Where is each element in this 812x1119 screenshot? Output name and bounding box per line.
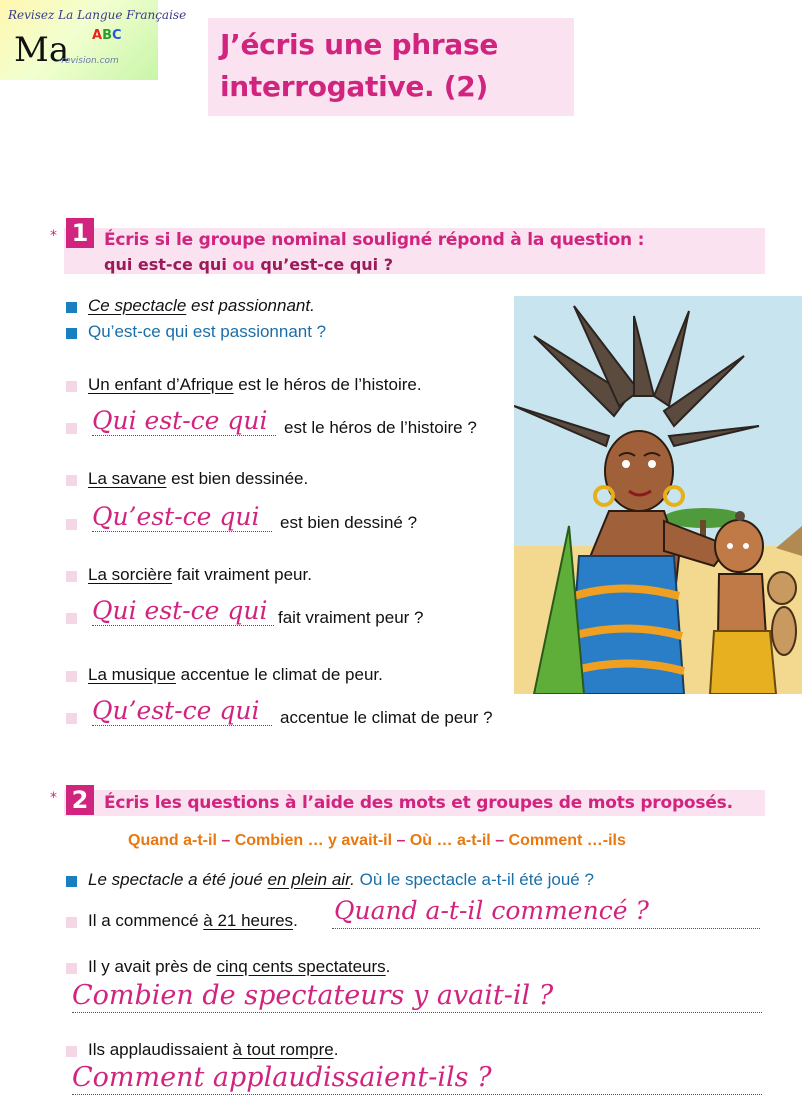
exercise2-answer-field-1[interactable]: Quand a-t-il commencé ? — [334, 896, 649, 925]
exercise1-question-1: est le héros de l’histoire ? — [284, 418, 477, 437]
exercise2-number: 2 — [66, 785, 94, 815]
exercise1-instruction: Écris si le groupe nominal souligné répond à la question : — [104, 230, 645, 250]
bullet-icon — [66, 713, 77, 724]
exercise2-answer-field-3[interactable]: Comment applaudissaient-ils ? — [72, 1062, 492, 1093]
difficulty-star-icon: * — [50, 790, 57, 806]
bullet-icon — [66, 423, 77, 434]
answer-field-1[interactable]: Qui est-ce qui — [92, 406, 276, 436]
exercise1-instruction-questions: qui est-ce qui ou qu’est-ce qui ? — [104, 255, 394, 274]
example-answer: Qu’est-ce qui est passionnant ? — [88, 322, 327, 341]
exercise1-question-2: est bien dessiné ? — [280, 513, 418, 532]
example-sentence: Ce spectacle est passionnant. — [88, 296, 315, 315]
exercise1-question-3: fait vraiment peur ? — [278, 608, 424, 627]
bullet-icon — [66, 917, 77, 928]
answer-line — [332, 928, 760, 929]
exercise1-question-4: accentue le climat de peur ? — [280, 708, 493, 727]
difficulty-star-icon: * — [50, 228, 57, 244]
exercise2-example-sentence: Le spectacle a été joué en plein air. Où le spectacle a-t-il été joué ? — [88, 870, 594, 889]
exercise2-sentence-2: Il y avait près de cinq cents spectateurs. — [88, 957, 391, 976]
exercise1-number: 1 — [66, 218, 94, 248]
exercise1-sentence-2: La savane est bien dessinée. — [88, 469, 309, 488]
bullet-icon — [66, 613, 77, 624]
answer-field-3[interactable]: Qui est-ce qui — [92, 596, 274, 626]
page-title-box — [208, 18, 574, 116]
answer-field-2[interactable]: Qu’est-ce qui — [92, 502, 272, 532]
exercise2-instruction: Écris les questions à l’aide des mots et groupes de mots proposés. — [104, 793, 733, 813]
sorceress-and-child-illustration — [514, 296, 802, 694]
bullet-icon — [66, 475, 77, 486]
bullet-icon — [66, 328, 77, 339]
proposed-words: Quand a-t-il – Combien … y avait-il – Où … a-t-il – Comment …-ils — [128, 832, 626, 849]
bullet-icon — [66, 876, 77, 887]
answer-field-4[interactable]: Qu’est-ce qui — [92, 696, 272, 726]
logo-abc: ABC — [92, 28, 122, 43]
logo-tagline: Revisez La Langue Française — [8, 8, 187, 22]
logo-site: -revision.com — [58, 56, 119, 66]
page-title-line1: J’écris une phrase — [220, 28, 499, 61]
exercise2-sentence-1: Il a commencé à 21 heures. — [88, 911, 298, 930]
logo-brand: Ma — [14, 30, 70, 70]
bullet-icon — [66, 302, 77, 313]
site-logo — [0, 0, 187, 80]
bullet-icon — [66, 381, 77, 392]
bullet-icon — [66, 519, 77, 530]
exercise1-sentence-1: Un enfant d’Afrique est le héros de l’histoire. — [88, 375, 422, 394]
answer-line — [72, 1094, 762, 1095]
exercise2-sentence-3: Ils applaudissaient à tout rompre. — [88, 1040, 339, 1059]
bullet-icon — [66, 571, 77, 582]
exercise1-sentence-4: La musique accentue le climat de peur. — [88, 665, 383, 684]
bullet-icon — [66, 1046, 77, 1057]
bullet-icon — [66, 963, 77, 974]
exercise1-sentence-3: La sorcière fait vraiment peur. — [88, 565, 312, 584]
page-title-line2: interrogative. (2) — [220, 70, 488, 103]
answer-line — [72, 1012, 762, 1013]
bullet-icon — [66, 671, 77, 682]
exercise2-answer-field-2[interactable]: Combien de spectateurs y avait-il ? — [72, 980, 554, 1011]
